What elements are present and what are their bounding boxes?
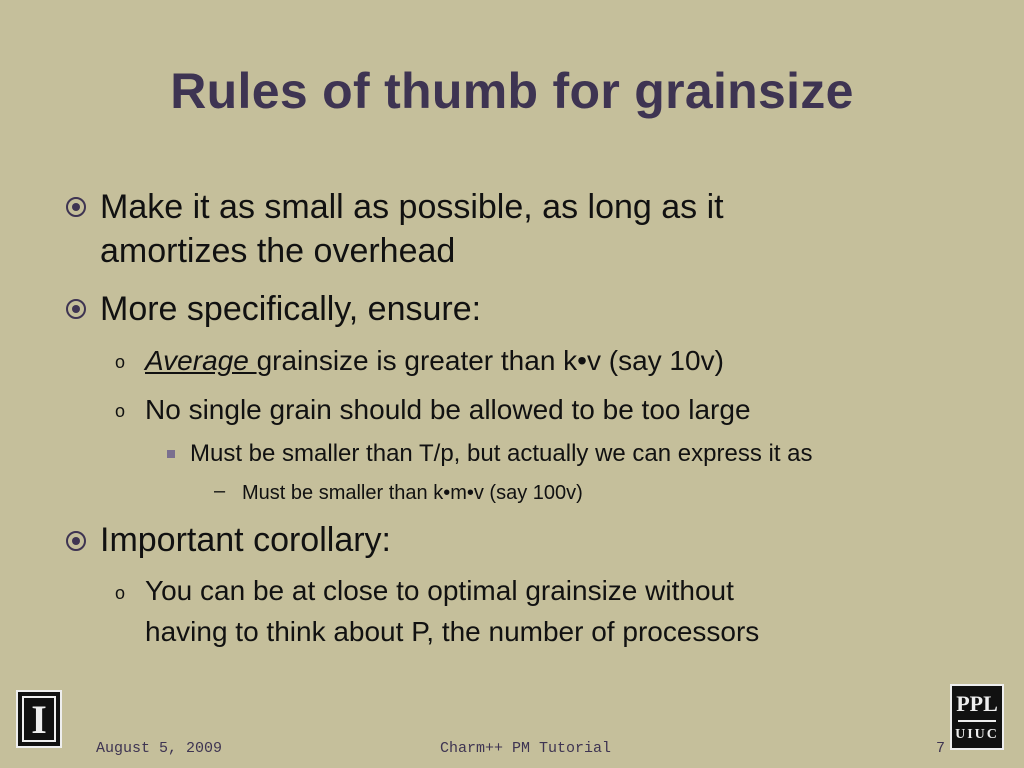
slide-title: Rules of thumb for grainsize: [170, 63, 854, 119]
illinois-i-icon: I: [22, 696, 56, 742]
bullet-1-line-1: Make it as small as possible, as long as it: [100, 188, 724, 226]
sub-bullet-average: [145, 341, 724, 381]
uiuc-logo-text: UIUC: [955, 727, 999, 742]
bullet-1-line-2: amortizes the overhead: [100, 232, 456, 270]
average-emphasis: Average: [145, 345, 257, 376]
average-rest: grainsize is greater than k•v (say 10v): [256, 345, 724, 376]
footer-center: Charm++ PM Tutorial: [440, 740, 612, 757]
sub-bullet-corollary-line-2: having to think about P, the number of processors: [145, 616, 760, 647]
footer-date: August 5, 2009: [96, 740, 223, 757]
hollow-circle-bullet-icon: o: [115, 401, 126, 421]
circle-bullet-icon: [66, 197, 86, 217]
level3-bullet: Must be smaller than T/p, but actually we can express it as: [190, 440, 813, 467]
hollow-circle-bullet-icon: o: [115, 352, 126, 372]
square-bullet-icon: [167, 450, 175, 458]
sub-bullet-corollary-line-1: You can be at close to optimal grainsize without: [145, 575, 734, 606]
logo-divider: [958, 720, 996, 722]
hollow-circle-bullet-icon: o: [115, 583, 126, 603]
circle-bullet-icon: [66, 299, 86, 319]
university-of-illinois-logo: [16, 690, 62, 748]
footer-page-number: 7: [936, 740, 946, 757]
bullet-2: More specifically, ensure:: [100, 290, 482, 328]
circle-bullet-icon: [66, 531, 86, 551]
ppl-uiuc-logo: [950, 684, 1004, 750]
dash-bullet-icon: –: [214, 480, 226, 502]
ppl-logo-text: PPL: [956, 691, 998, 716]
bullet-3: Important corollary:: [100, 521, 391, 559]
level4-bullet: Must be smaller than k•m•v (say 100v): [242, 482, 583, 504]
sub-bullet-single-grain: No single grain should be allowed to be too large: [145, 394, 751, 425]
